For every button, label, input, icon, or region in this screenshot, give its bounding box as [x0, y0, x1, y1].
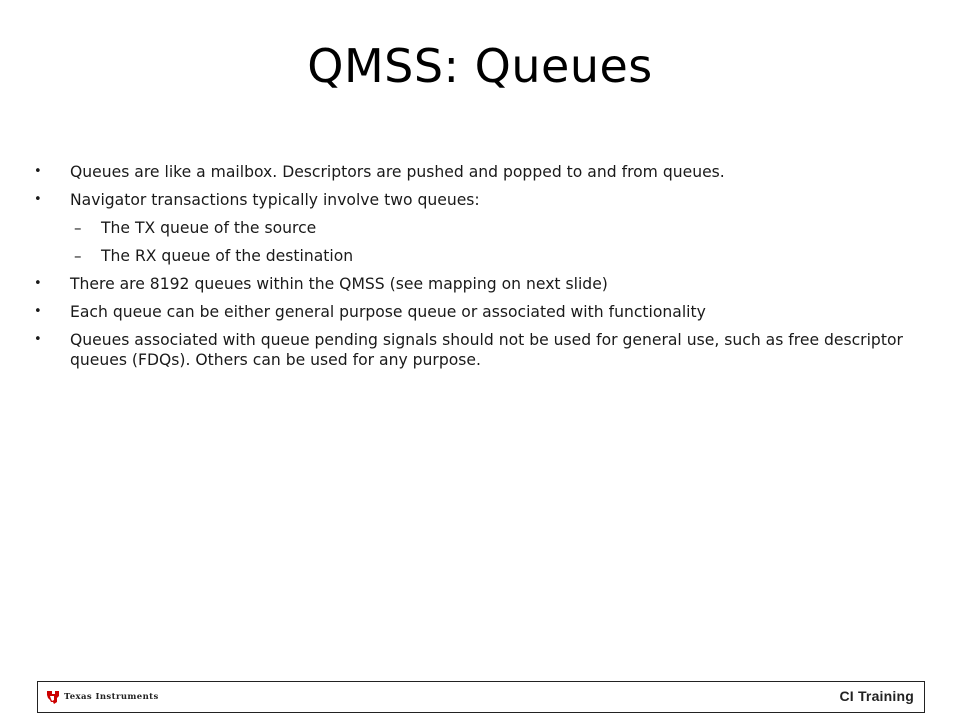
bullet-item	[34, 190, 924, 210]
bullet-item	[34, 302, 924, 322]
bullet-text: Queues are like a mailbox. Descriptors are pushed and popped to and from queues.	[70, 163, 725, 181]
texas-instruments-logo-icon	[46, 689, 60, 705]
bullet-text: Navigator transactions typically involve two queues:	[70, 191, 480, 209]
bullet-marker: •	[34, 304, 42, 319]
sub-bullet-text: The TX queue of the source	[101, 219, 317, 237]
sub-bullet-item	[34, 218, 924, 238]
ci-training-label: CI Training	[839, 688, 914, 704]
bullet-item	[34, 330, 924, 370]
sub-bullet-marker: –	[74, 247, 82, 265]
bullet-marker: •	[34, 276, 42, 291]
bullet-marker: •	[34, 192, 42, 207]
slide-title: QMSS: Queues	[307, 39, 653, 93]
slide-body	[34, 162, 924, 378]
ti-logo	[46, 689, 159, 705]
bullet-marker: •	[34, 332, 42, 347]
sub-bullet-item	[34, 246, 924, 266]
bullet-marker: •	[34, 164, 42, 179]
bullet-item	[34, 162, 924, 182]
bullet-item	[34, 274, 924, 294]
bullet-text: Each queue can be either general purpose queue or associated with functionality	[70, 303, 706, 321]
bullet-text: Queues associated with queue pending signals should not be used for general use, such as free descriptor queues (FDQs). Others can be used for any purpose.	[70, 331, 903, 369]
bullet-list	[34, 162, 924, 370]
sub-bullet-text: The RX queue of the destination	[101, 247, 354, 265]
bullet-text: There are 8192 queues within the QMSS (see mapping on next slide)	[70, 275, 608, 293]
footer-bar	[37, 681, 925, 713]
sub-bullet-marker: –	[74, 219, 82, 237]
ti-logo-text: Texas Instruments	[64, 692, 159, 702]
